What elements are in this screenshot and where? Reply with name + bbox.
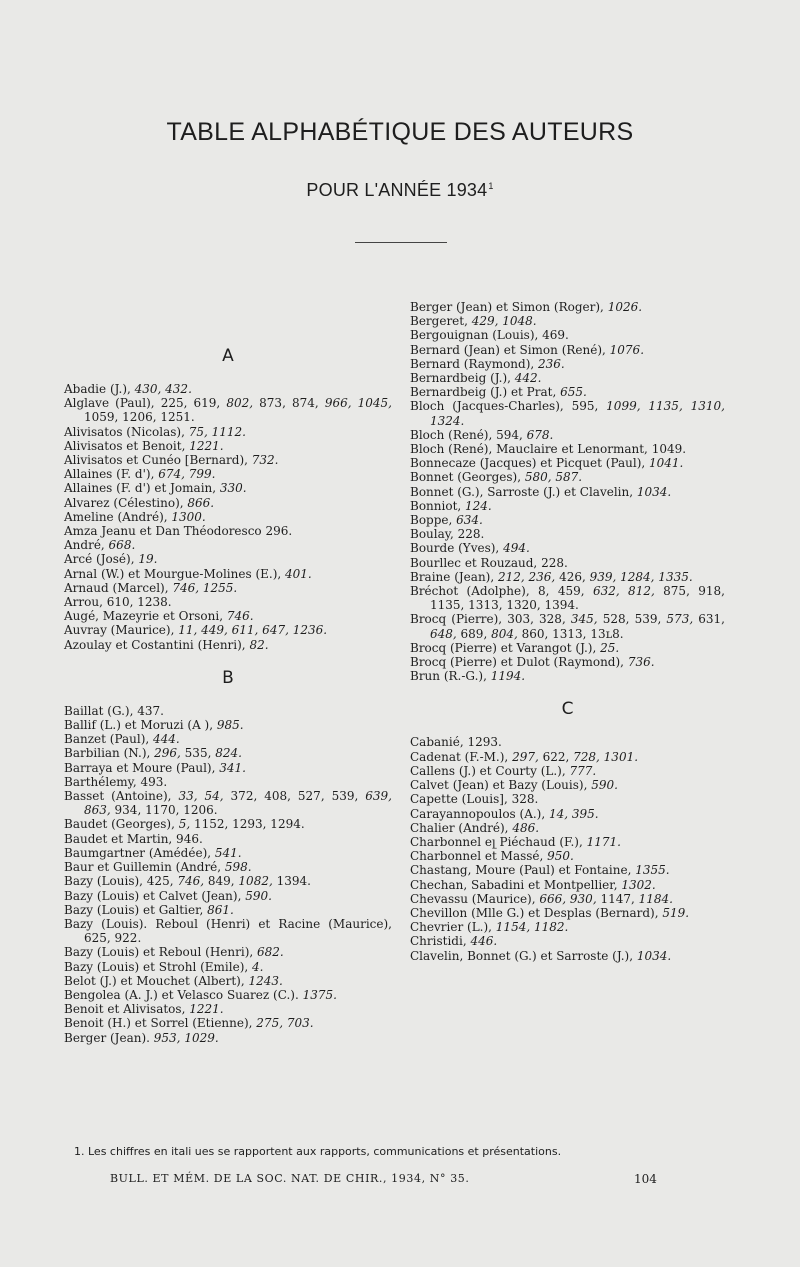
author-text: Braine (Jean), [410,569,498,584]
author-text: Arnaud (Marcel), [64,580,173,595]
author-entry [64,718,392,732]
author-text: Belot (J.) et Mouchet (Albert), [64,973,249,988]
author-entry [410,343,725,357]
author-text: Baudet (Georges), [64,817,179,832]
report-page-refs: 5, [178,817,191,832]
report-page-refs: 296, [154,746,181,761]
author-text: Cadenat (F.-M.), [410,749,513,764]
author-text: Barraya et Moure (Paul), [64,760,220,775]
author-text: 528, 539, [597,612,667,627]
author-entry [410,835,725,849]
author-entry [64,1031,392,1045]
author-text: Arrou, 610, 1238. [64,595,172,610]
report-page-refs: 486. [512,820,540,835]
page-number: 104 [634,1172,657,1186]
author-entry [64,481,392,495]
report-page-refs: 678. [526,427,554,442]
report-page-refs: 777. [569,763,597,778]
author-text: Alivisatos et Cunéo [Bernard), [64,453,252,468]
author-text: Allaines (F. d') et Jomain, [64,481,220,496]
author-entry [410,499,725,513]
author-text: Carayannopoulos (A.), [410,806,549,821]
author-entry [410,641,725,655]
report-page-refs: 124. [465,498,492,513]
author-entry [410,385,725,399]
author-entry [410,669,725,683]
author-text: 631, [693,612,725,627]
report-page-refs: 632, 812, [592,584,655,599]
author-text: André, [64,538,109,553]
author-text: Chechan, Sabadini et Montpellier, [410,877,622,892]
author-text: Clavelin, Bonnet (G.) et Sarroste (J.), [410,948,637,963]
report-page-refs: 1076. [609,342,645,357]
author-text: Baillat (G.), 437. [64,703,164,718]
author-text: Chastang, Moure (Paul) et Fontaine, [410,863,636,878]
author-entry [64,732,392,746]
author-text: Baumgartner (Amédée), [64,845,215,860]
author-entry [64,453,392,467]
author-entry [64,917,392,945]
author-entry [410,878,725,892]
author-entry [410,300,725,314]
author-text: Christidi, [410,934,471,949]
author-entry [410,778,725,792]
report-page-refs: 590. [245,888,272,903]
report-page-refs: 746. [226,609,254,624]
report-page-refs: 82. [249,637,269,652]
author-text: Bazy (Louis) et Calvet (Jean), [64,888,246,903]
author-text: Bazy (Louis) et Reboul (Henri), [64,945,258,960]
author-entry [410,527,725,541]
author-text: Bourde (Yves), [410,541,504,556]
section-letter: C [561,699,574,720]
author-text: Bergeret, [410,314,472,329]
report-page-refs: 639, 863, [84,789,392,818]
author-text: Barbilian (N.), [64,746,155,761]
report-page-refs: 341. [219,760,246,775]
author-entry [410,399,725,427]
author-text: 1394. [272,874,311,889]
report-page-refs: 11, 449, 611, 647, 1236. [178,623,328,638]
report-page-refs: 804, [491,626,518,641]
author-text: 1147, [596,891,639,906]
report-page-refs: 1099, 1135, 1310, 1324. [430,399,725,428]
author-entry [64,595,392,609]
author-entry [64,496,392,510]
report-page-refs: 802, [226,396,254,411]
report-page-refs: 1243. [248,973,283,988]
report-page-refs: 446. [470,934,498,949]
report-page-refs: 1221. [189,1002,224,1017]
report-page-refs: 4. [252,959,264,974]
author-text: Berger (Jean) et Simon (Roger), [410,300,608,314]
report-page-refs: 861. [207,902,234,917]
report-page-refs: 442. [514,371,542,386]
report-page-refs: 275, 703. [256,1016,314,1031]
author-text: Bazy (Louis), 425, [64,874,178,889]
author-text: Abadie (J.), [64,382,135,396]
author-entry [410,863,725,877]
author-text: Brocq (Pierre) et Dulot (Raymond), [410,655,628,670]
author-entry [64,874,392,888]
report-page-refs: 494. [503,541,530,556]
page-subtitle [0,180,800,201]
author-text: 934, 1170, 1206. [110,803,218,818]
author-entry [410,470,725,484]
report-page-refs: 33, 54, [178,789,224,804]
report-page-refs: 985. [216,718,244,733]
report-page-refs: 1194. [490,669,526,684]
author-entry [410,357,725,371]
author-text: 875, 918, 1135, 1313, 1320, 1394. [430,584,725,613]
author-entry [410,764,725,778]
author-entry [410,485,725,499]
author-text: Bonnet (Georges), [410,470,525,485]
author-text: Brocq (Pierre), 303, 328, [410,612,571,627]
author-entry [410,906,725,920]
author-entry [410,513,725,527]
author-text: Bergouignan (Louis), 469. [410,328,569,343]
report-page-refs: 682. [257,945,284,960]
report-page-refs: 573, [666,612,694,627]
report-page-refs: 966, 1045, [324,396,392,411]
report-page-refs: 541. [214,845,242,860]
author-text: Brocq (Pierre) et Varangot (J.), [410,640,601,655]
author-entry [410,456,725,470]
report-page-refs: 866. [187,495,215,510]
report-page-refs: 1375. [302,987,337,1002]
author-text: Alvarez (Célestino), [64,495,188,510]
author-entry [64,846,392,860]
report-page-refs: 430, 432. [134,382,192,396]
report-page-refs: 950. [547,849,574,864]
report-page-refs: 728, 1301. [573,749,639,764]
report-page-refs: 297, [512,749,539,764]
report-page-refs: 1082, [238,874,273,889]
author-text: Bloch (René), 594, [410,427,527,442]
author-text: 860, 1313, 13ʟ8. [517,626,624,641]
author-entry [64,945,392,959]
title-divider [355,242,447,243]
author-text: Banzet (Paul), [64,732,154,747]
author-entry [410,821,725,835]
author-text: 689, [456,626,492,641]
report-page-refs: 732. [251,453,279,468]
author-entry [410,584,725,612]
author-entry [64,382,392,396]
author-text: Bloch (René), Mauclaire et Lenormant, 1049. [410,442,687,457]
author-entry [64,746,392,760]
author-entry [64,960,392,974]
author-text: Boulay, 228. [410,527,485,542]
report-page-refs: 1171. [586,834,621,849]
author-entry [410,541,725,555]
subtitle-text: POUR L'ANNÉE 1934 [306,180,488,200]
author-text: Bonnecaze (Jacques) et Picquet (Paul), [410,456,650,471]
report-page-refs: 648, [430,626,457,641]
author-entry [410,807,725,821]
author-text: Bréchot (Adolphe), 8, 459, [410,584,593,599]
author-text: Ameline (André), [64,509,172,524]
author-text: Bernardbeig (J.), [410,371,515,386]
author-text: Bloch (Jacques-Charles), 595, [410,399,607,414]
report-page-refs: 519. [662,905,690,920]
author-entry [410,328,725,342]
author-text: Chalier (André), [410,820,513,835]
author-entry [64,761,392,775]
section-letter: B [222,667,234,688]
author-entry [64,903,392,917]
author-text: Benoit (H.) et Sorrel (Etienne), [64,1016,257,1031]
author-text: Cabanié, 1293. [410,735,502,750]
author-text: 1059, 1206, 1251. [84,410,195,425]
author-text: Berger (Jean). [64,1030,154,1045]
author-entry [410,949,725,963]
author-entry [410,612,725,640]
journal-footer: BULL. ET MÉM. DE LA SOC. NAT. DE CHIR., 1934, N° 35. [110,1172,470,1185]
author-text: Bourllec et Rouzaud, 228. [410,555,568,570]
author-text: 426, [555,569,590,584]
author-text: Bonniot, [410,498,466,513]
author-text: Alglave (Paul), 225, 619, [64,396,227,411]
author-column-right [410,300,725,963]
report-page-refs: 824. [215,746,242,761]
author-entry [64,789,392,817]
author-entry [64,638,392,652]
author-text: Brun (R.-G.), [410,669,491,684]
author-entry [64,889,392,903]
report-page-refs: 345, [570,612,598,627]
author-entry [410,934,725,948]
author-entry [410,442,725,456]
author-entry [64,524,392,538]
report-page-refs: 736. [627,655,655,670]
author-entry [410,428,725,442]
author-text: Bazy (Louis) et Strohl (Emile), [64,959,253,974]
author-text: Auvray (Maurice), [64,623,179,638]
author-entry [64,581,392,595]
author-text: 849, [204,874,239,889]
author-entry [410,556,725,570]
report-page-refs: 14, 395. [548,806,599,821]
author-text: Arnal (W.) et Mourgue-Molines (E.), [64,566,286,581]
report-page-refs: 25. [600,640,620,655]
report-page-refs: 746, [177,874,205,889]
author-text: Bazy (Louis). Reboul (Henri) et Racine (Maurice), 625, 922. [64,916,392,946]
author-entry [64,623,392,637]
author-entry [410,750,725,764]
author-entry [64,552,392,566]
author-text: Bengolea (A. J.) et Velasco Suarez (C.). [64,987,303,1002]
report-page-refs: 1041. [649,456,684,471]
report-page-refs: 1302. [621,877,656,892]
author-text: lle [488,905,503,920]
report-page-refs: 746, 1255. [172,580,238,595]
author-text: Barthélemy, 493. [64,774,168,789]
author-text: Ballif (L.) et Moruzi (A ), [64,718,217,733]
author-text: Bazy (Louis) et Galtier, [64,902,208,917]
report-page-refs: 236. [538,356,565,371]
author-text: Bernard (Raymond), [410,356,539,371]
author-text: Charbonnel eլ Piéchaud (F.), [410,834,587,849]
author-text: Capette (Louis], 328. [410,792,539,807]
author-entry [410,849,725,863]
author-text: Charbonnel et Massé, [410,849,548,864]
author-entry [64,396,392,424]
report-page-refs: 330. [219,481,247,496]
report-page-refs: 1300. [171,509,206,524]
author-entry [64,974,392,988]
author-text: G.) et Desplas (Bernard), [502,905,663,920]
author-text: Benoit et Alivisatos, [64,1002,190,1017]
author-text: 873, 874, [253,396,325,411]
report-page-refs: 19. [138,552,158,567]
report-page-refs: 401. [285,566,312,581]
author-text: Chevrier (L.), [410,920,496,935]
report-page-refs: 444. [153,732,180,747]
author-entry [410,314,725,328]
author-text: Alivisatos (Nicolas), [64,424,189,439]
author-text: Amza Jeanu et Dan Théodoresco 296. [64,524,293,539]
report-page-refs: 655. [560,385,587,400]
report-page-refs: 666, 930, [539,891,597,906]
report-page-refs: 590. [591,778,618,793]
report-page-refs: 1026. [607,300,643,314]
report-page-refs: 634. [456,513,483,528]
author-entry [64,1002,392,1016]
report-page-refs: 580, 587. [524,470,583,485]
report-page-refs: 953, 1029. [153,1030,219,1045]
author-entry [64,567,392,581]
author-entry [410,735,725,749]
section-letter: A [222,346,234,366]
author-text: 372, 408, 527, 539, [223,789,366,804]
author-entry [410,892,725,906]
author-entry [410,792,725,806]
author-text: 535, [180,746,216,761]
report-page-refs: 1184. [638,891,673,906]
author-entry [64,439,392,453]
author-entry [64,425,392,439]
author-text: 622, [538,749,574,764]
author-text: Azoulay et Costantini (Henri), [64,637,250,652]
author-entry [410,570,725,584]
author-entry [64,538,392,552]
author-entry [64,817,392,831]
footnote-marker: 1 [488,181,494,191]
report-page-refs: 939, 1284, 1335. [589,569,693,584]
author-entry [410,920,725,934]
report-page-refs: 1355. [635,863,670,878]
report-page-refs: 674, 799. [158,467,216,482]
report-page-refs: 429, 1048. [471,314,537,329]
report-page-refs: 668. [108,538,136,553]
author-text: Chevillon (M [410,905,489,920]
author-entry [64,609,392,623]
report-page-refs: 1034. [636,948,672,963]
author-entry [64,1016,392,1030]
author-text: Basset (Antoine), [64,789,179,804]
author-text: Alivisatos et Benoit, [64,438,190,453]
author-text: Boppe, [410,513,457,528]
author-text: 1152, 1293, 1294. [190,817,305,832]
author-text: Bonnet (G.), Sarroste (J.) et Clavelin, [410,484,637,499]
author-entry [64,467,392,481]
page-title: TABLE ALPHABÉTIQUE DES AUTEURS [166,118,634,146]
author-entry [64,704,392,718]
author-text: Arcé (José), [64,552,139,567]
author-entry [410,371,725,385]
author-entry [410,655,725,669]
report-page-refs: 1221. [189,438,224,453]
author-text: Augé, Mazeyrie et Orsoni, [64,609,227,624]
footnote: 1. Les chiffres en itali ues se rapportent aux rapports, communications et présentations. [74,1145,562,1158]
author-text: Baudet et Martin, 946. [64,831,203,846]
author-entry [64,775,392,789]
author-text: Bernardbeig (J.) et Prat, [410,385,561,400]
author-text: Callens (J.) et Courty (L.), [410,763,570,778]
report-page-refs: 1154, 1182. [495,920,569,935]
author-text: Calvet (Jean) et Bazy (Louis), [410,778,592,793]
author-text: Baur et Guillemin (André, [64,860,225,875]
author-entry [64,832,392,846]
report-page-refs: 75, 1112. [188,424,246,439]
report-page-refs: 1034. [636,484,672,499]
author-entry [64,860,392,874]
author-entry [64,510,392,524]
author-text: Bernard (Jean) et Simon (René), [410,342,610,357]
author-entry [64,988,392,1002]
author-column-left [64,330,392,1045]
author-text: Chevassu (Maurice), [410,891,540,906]
report-page-refs: 212, 236, [497,569,556,584]
author-text: Allaines (F. d'), [64,467,159,482]
report-page-refs: 598. [224,860,252,875]
